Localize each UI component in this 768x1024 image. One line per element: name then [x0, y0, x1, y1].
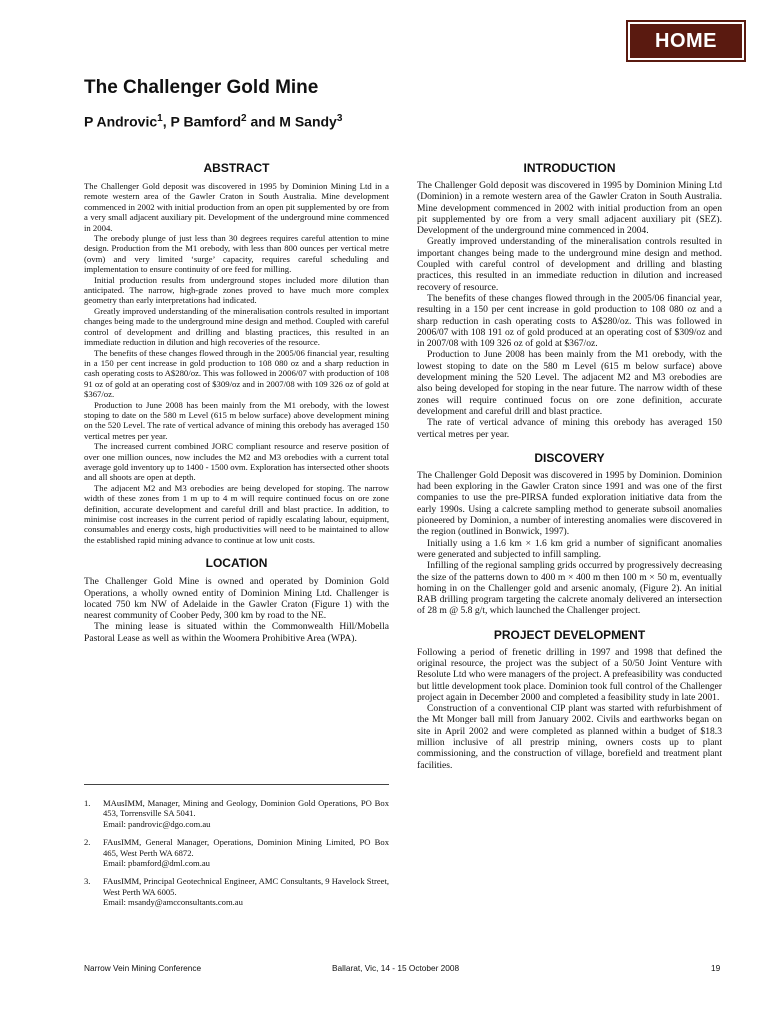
body-paragraph: The mining lease is situated within the Commonwealth Hill/Mobella Pastoral Lease as well as within the Woomera Prohibitive Area (WPA).	[84, 621, 389, 644]
footer-conference: Narrow Vein Mining Conference	[84, 963, 202, 973]
footnote-email: Email: pbamford@dml.com.au	[103, 858, 210, 869]
project-development-body	[417, 647, 722, 771]
author-affiliation-mark: 2	[241, 113, 247, 124]
location-section	[84, 555, 389, 644]
body-paragraph: The Challenger Gold Deposit was discovered in 1995 by Dominion. Dominion had been exploring in the Gawler Craton since 1991 and was one of the first companies to use the pre-PIRSA funded exploration initiative data from the early 1990s. Using a calcrete sampling method to generate subsoil anomalies pioneered by Dominion, a number of interesting anomalies were discovered in the region (outlined in Bonwick, 1997).	[417, 469, 722, 538]
body-paragraph: The orebody plunge of just less than 30 degrees requires careful attention to mine design. Production from the M1 orebody, with less than 800 ounces per vertical metre (ovm) and very limited ‘surge’ capacity, requires careful scheduling and implementation to ensure continuity of ore feed for milling.	[84, 233, 389, 275]
footnote-affiliation: MAusIMM, Manager, Mining and Geology, Dominion Gold Operations, PO Box 453, Torrensville SA 5041.	[103, 798, 389, 819]
footer-page-number: 19	[711, 963, 721, 973]
footnote-email: Email: msandy@amcconsultants.com.au	[103, 897, 243, 908]
discovery-section	[417, 450, 722, 617]
body-paragraph: Greatly improved understanding of the mineralisation controls resulted in important changes being made to the underground mine design and method. Coupled with careful control of development and drilling and blasting practices, this resulted in an immediate reduction in dilution and increased recovery of resource.	[417, 236, 722, 293]
body-paragraph: The benefits of these changes flowed through in the 2005/06 financial year, resulting in a 150 per cent increase in gold production to 108 080 oz and a sharp reduction in cash operating costs to A$280/oz. This was followed in 2006/07 with production of 108 91 oz of gold at an operating cost of $309/oz and in 2007/08 with 109 326 oz of gold at $367/oz.	[84, 347, 389, 400]
project-development-heading: PROJECT DEVELOPMENT	[493, 627, 646, 642]
author-name: P Androvic	[84, 113, 158, 130]
home-button[interactable]: HOME	[628, 22, 744, 60]
footnote-number: 3.	[84, 876, 91, 887]
body-paragraph: Initial production results from underground stopes included more dilution than anticipated. The narrow, high-grade zones proved to have much more complex geometry than early interpretations had indicated.	[84, 274, 389, 306]
abstract-section	[84, 160, 389, 545]
body-paragraph: The benefits of these changes flowed through in the 2005/06 financial year, resulting in a 150 per cent increase in gold production to 108 080 oz and a sharp reduction in cash operating costs to A$280/oz. This was followed in 2006/07 with 108 191 oz of gold produced at an operating cost of $309/oz and in 2007/08 with 109 326 oz of gold at $367/oz.	[417, 292, 722, 350]
body-paragraph: Greatly improved understanding of the mineralisation controls resulted in important changes being made to the underground mine design and method. Coupled with careful control of development and drilling and blasting practices, this resulted in an immediate reduction in dilution and high recoveries of the resource.	[84, 305, 389, 348]
body-paragraph: Infilling of the regional sampling grids occurred by progressively decreasing the size of the patterns down to 400 m × 400 m then 100 m × 50 m, eventually homing in on the Challenger gold and arsenic anomaly, (Figure 2). An initial RAB drilling program targeting the calcrete anomaly delivered an intersection of 28 m @ 5.8 g/t, which launched the Challenger project.	[417, 560, 722, 617]
abstract-heading: ABSTRACT	[203, 161, 270, 175]
body-paragraph: The Challenger Gold deposit was discovered in 1995 by Dominion Mining Ltd (Dominion) in a remote western area of the Gawler Craton in South Australia. Mine development commenced in 2002 with initial production from an open pit supplemented by ore from a very small adjacent auxiliary pit (SEZ). Development of the underground mine commenced in 2004.	[417, 180, 722, 237]
body-paragraph: The rate of vertical advance of mining this orebody has averaged 150 vertical metres per year.	[417, 417, 722, 440]
location-heading: LOCATION	[205, 556, 268, 571]
body-paragraph: The increased current combined JORC compliant resource and reserve position of over one million ounces, now includes the M2 and M3 orebodies with a current total average gold inventory up to 1400 - 1500 ovm. Exploration has intersected other shoots and all shoots are open at depth.	[84, 441, 389, 483]
introduction-section	[417, 160, 722, 440]
right-column	[417, 160, 722, 771]
body-paragraph: The adjacent M2 and M3 orebodies are being developed for stoping. The narrow width of these zones from 1 m up to 4 m will require continued focus on ore zone definition, accurate development and careful drill and blast practice. In addition, to minimise cost increases in the current period of rapidly escalating labour, equipment, consumables and energy costs, high productivities will need to be maintained to allow the established rapid mining advance to continue at low unit costs.	[84, 482, 389, 545]
footnote-item	[84, 837, 389, 868]
footnote-item	[84, 876, 389, 907]
abstract-body	[84, 181, 389, 545]
author-separator: and	[246, 113, 280, 130]
body-paragraph: The Challenger Gold deposit was discovered in 1995 by Dominion Mining Ltd in a remote western area of the Gawler Craton in South Australia. Mine development commenced in 2002 with initial production from an open pit supplemented by ore from a very small adjacent auxiliary pit. Development of the underground mine commenced in 2004.	[84, 181, 389, 233]
body-paragraph: Construction of a conventional CIP plant was started with refurbishment of the Mt Monger ball mill from January 2002. Civils and earthworks began on site in April 2002 and were completed as planned within a budget of $18.3 million inclusive of all prestrip mining, owners costs up to plant commissioning, and the construction of village, borefield and treatment plant facilities.	[417, 703, 722, 771]
discovery-body	[417, 470, 722, 617]
body-paragraph: The Challenger Gold Mine is owned and operated by Dominion Gold Operations, a wholly owned entity of Dominion Mining Ltd. Challenger is located 750 km NW of Adelaide in the Gawler Craton (Figure 1) with the nearest community of Coober Pedy, 300 km by road to the NE.	[84, 576, 389, 622]
authors-line	[84, 106, 342, 135]
author-separator: ,	[162, 113, 171, 130]
page-title: The Challenger Gold Mine	[84, 77, 319, 98]
discovery-heading: DISCOVERY	[534, 450, 605, 465]
introduction-heading: INTRODUCTION	[523, 161, 616, 175]
footer-venue-date: Ballarat, Vic, 14 - 15 October 2008	[332, 963, 460, 973]
project-development-section	[417, 627, 722, 771]
footnote-affiliation: FAusIMM, General Manager, Operations, Dominion Mining Limited, PO Box 465, West Perth WA 6872.	[103, 837, 389, 858]
author-name: P Bamford	[170, 113, 242, 130]
body-paragraph: Initially using a 1.6 km × 1.6 km grid a number of significant anomalies were generated and subjected to infill sampling.	[417, 537, 722, 560]
footnote-divider	[84, 784, 389, 785]
footnote-affiliation: FAusIMM, Principal Geotechnical Engineer, AMC Consultants, 9 Havelock Street, West Perth WA 6005.	[103, 876, 389, 897]
location-body	[84, 576, 389, 644]
footnote-item	[84, 798, 389, 829]
footnote-number: 1.	[84, 798, 91, 808]
footnote-email: Email: pandrovic@dgo.com.au	[103, 818, 211, 829]
author-affiliation-mark: 3	[336, 113, 343, 124]
body-paragraph: Production to June 2008 has been mainly from the M1 orebody, with the lowest stoping to date on the 580 m Level (615 m below surface) above development mining the 520 Level. The adjacent M2 and M3 orebodies are also being developed for stoping in the near future. The narrow width of these zones will require continued focus on ore zone definition, accurate development and careful drill and blast practice.	[417, 349, 722, 417]
left-column	[84, 160, 389, 644]
author-affiliation-mark: 1	[157, 113, 163, 124]
body-paragraph: Following a period of frenetic drilling in 1997 and 1998 that defined the original resource, the project was the subject of a 50/50 Joint Venture with Resolute Ltd who were managers of the project. A prefeasibility was conducted but little development took place. Dominion took full control of the Challenger project again in December 2000 and completed a feasibility study in late 2001.	[417, 646, 722, 703]
footnote-number: 2.	[84, 837, 91, 848]
body-paragraph: Production to June 2008 has been mainly from the M1 orebody, with the lowest stoping to date on the 580 m Level (615 m below surface) above development mining on the 520 Level. The rate of vertical advance of mining this orebody has averaged 150 vertical metres per year.	[84, 399, 389, 441]
introduction-body	[417, 180, 722, 440]
author-name: M Sandy	[279, 113, 337, 130]
author-footnotes	[84, 798, 389, 916]
